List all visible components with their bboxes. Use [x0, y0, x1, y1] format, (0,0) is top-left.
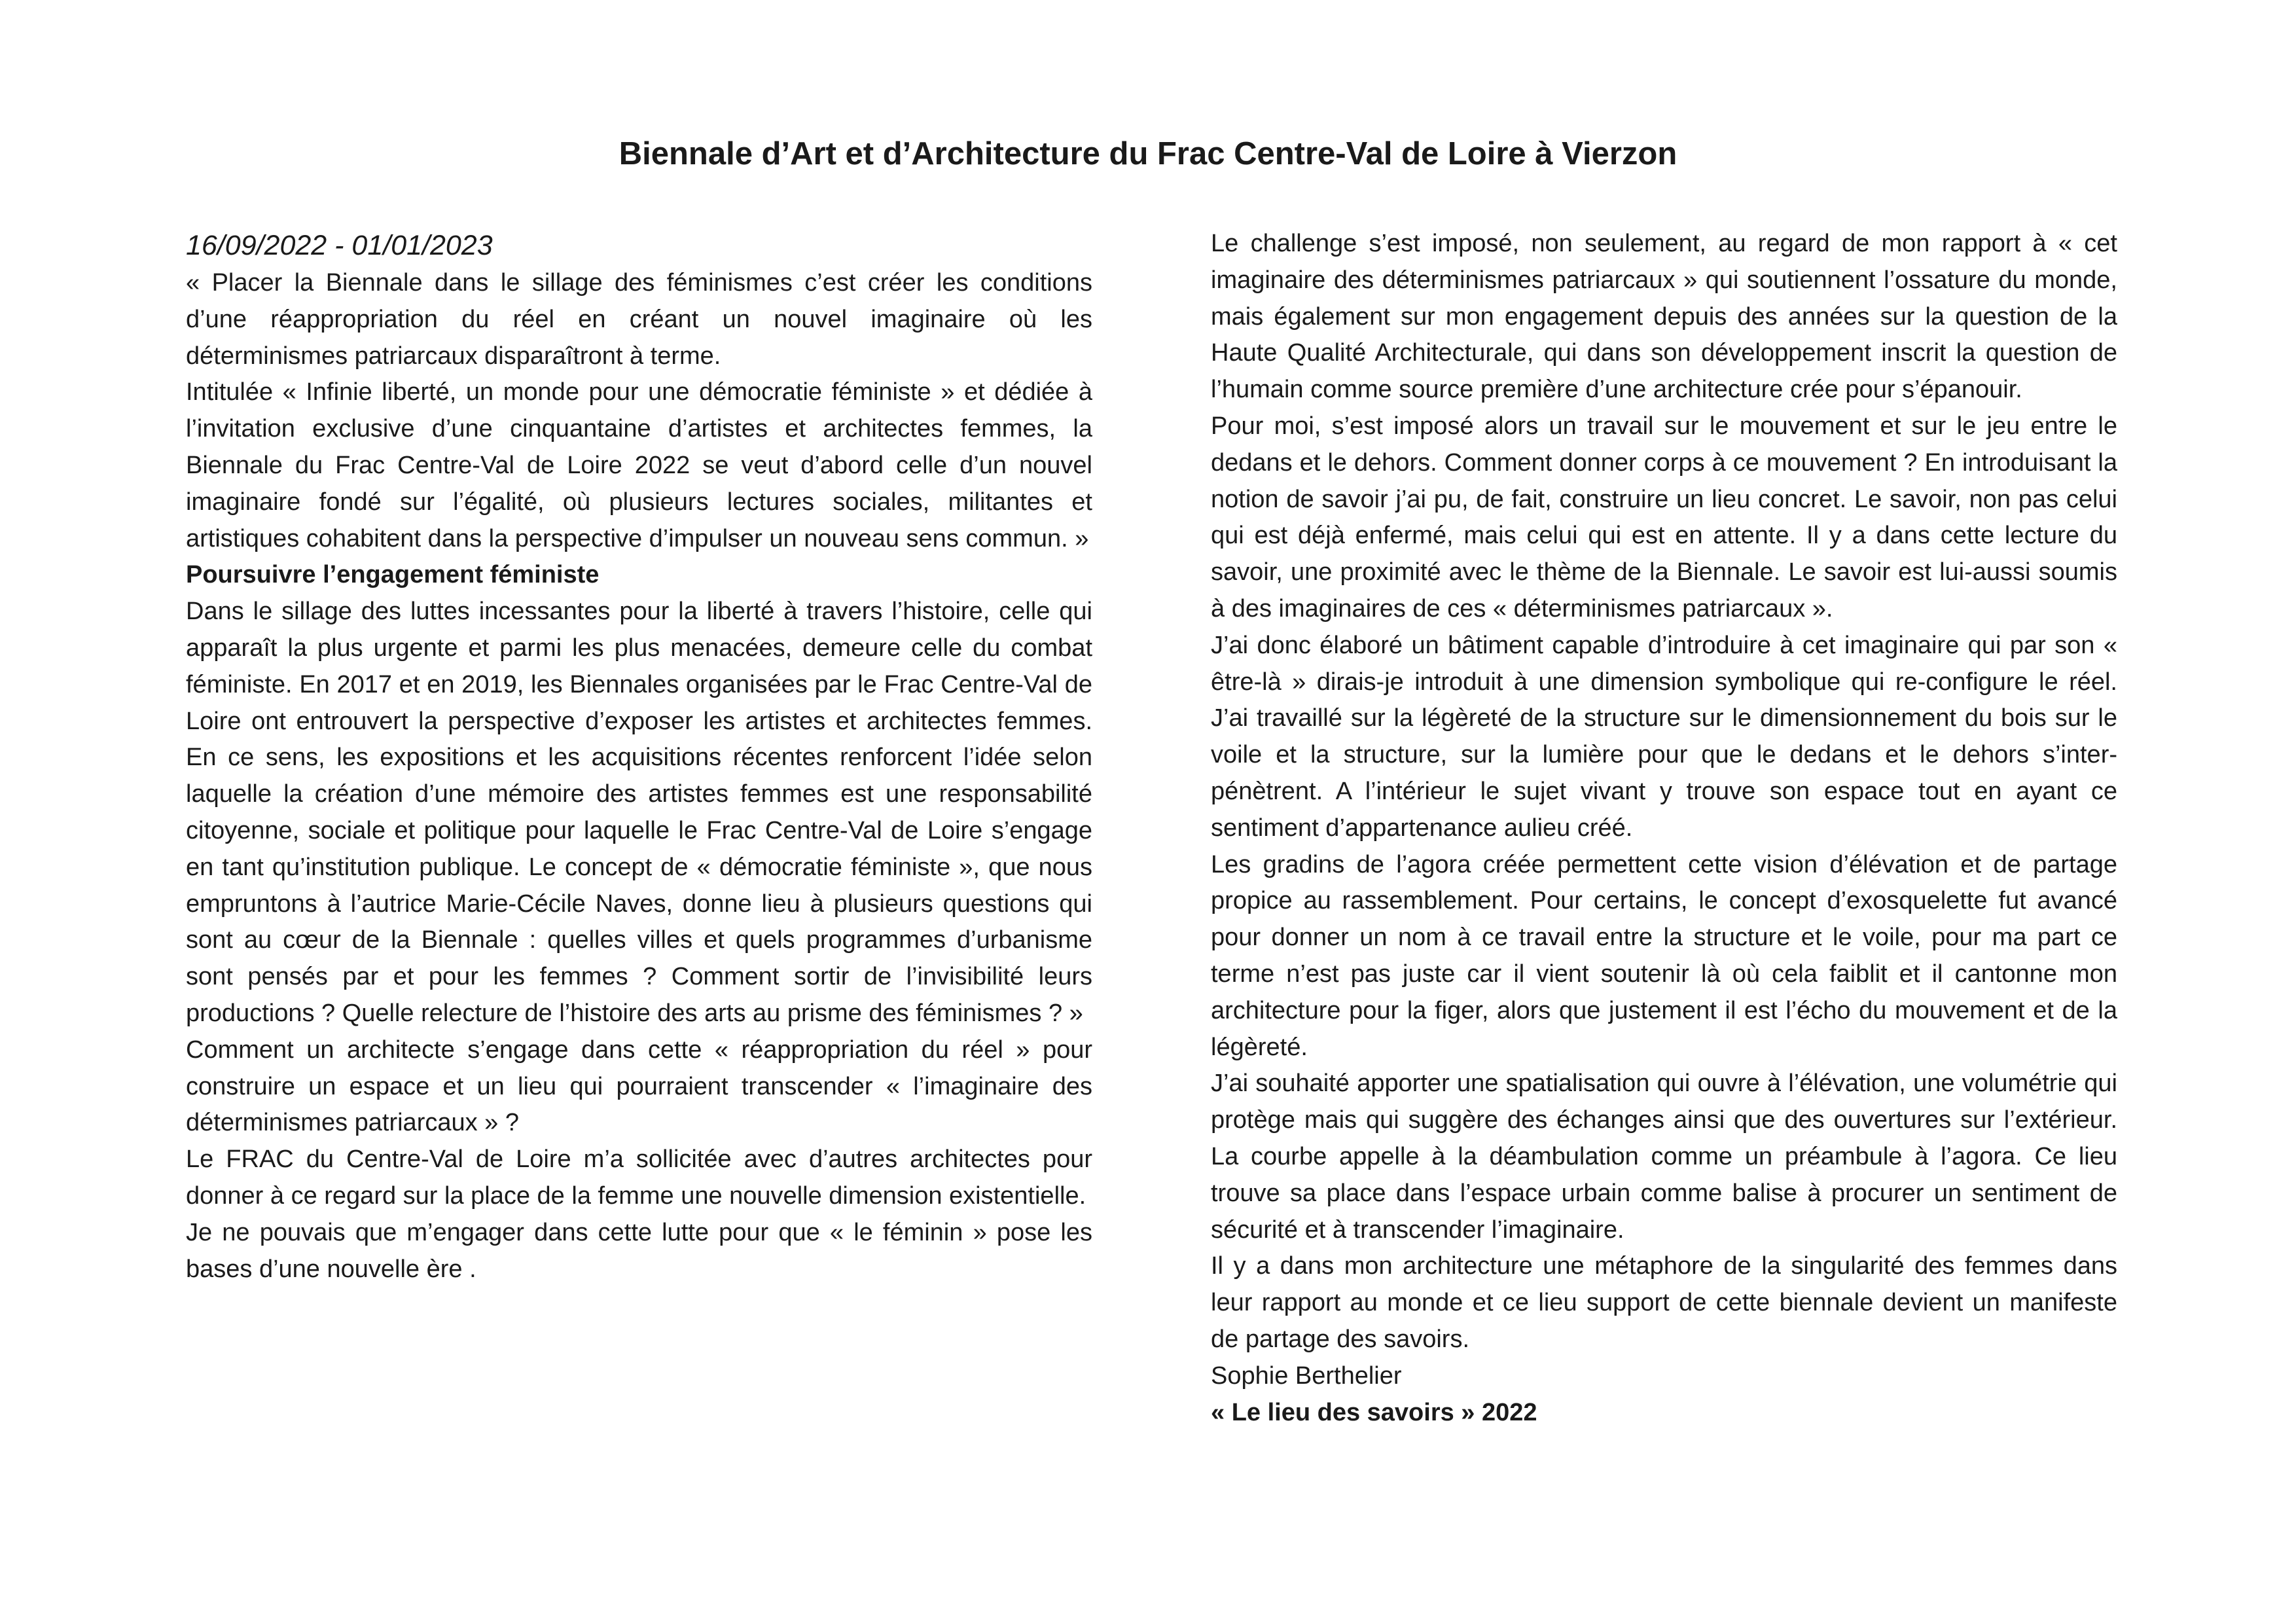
- left-column: [186, 226, 1092, 1288]
- building-paragraph: J’ai donc élaboré un bâtiment capable d’introduire à cet imaginaire qui par son « être-là » dirais-je introduit à une dimension symbolique qui re-configure le réel. J’ai travaillé sur la légèreté de la structure sur le dimensionnement du bois sur le voile et la structure, sur la lumière pour que le dedans et le dehors s’inter-pénètrent. A l’intérieur le sujet vivant y trouve son espace tout en ayant ce sentiment d’appartenance aulieu créé.: [1211, 631, 2117, 842]
- engagement-paragraph: Je ne pouvais que m’engager dans cette lutte pour que « le féminin » pose les bases d’une nouvelle ère .: [186, 1218, 1092, 1283]
- author-name: Sophie Berthelier: [1211, 1362, 1402, 1390]
- metaphor-paragraph: Il y a dans mon architecture une métaphore de la singularité des femmes dans leur rapport au monde et ce lieu support de cette biennale devient un manifeste de partage des savoirs.: [1211, 1252, 2117, 1353]
- section-heading: Poursuivre l’engagement féministe: [186, 561, 600, 589]
- biennale-description-paragraph: Intitulée « Infinie liberté, un monde pour une démocratie féministe » et dédiée à l’invitation exclusive d’une cinquantaine d’artistes et architectes femmes, la Biennale du Frac Centre-Val de Loire 2022 se veut d’abord celle d’un nouvel imaginaire fondé sur l’égalité, où plusieurs lectures sociales, militantes et artistiques cohabitent dans la perspective d’impulser un nouveau sens commun. »: [186, 378, 1092, 552]
- agora-paragraph: Les gradins de l’agora créée permettent cette vision d’élévation et de partage propice au rassemblement. Pour certains, le concept d’exosquelette fut avancé pour donner un nom à ce travail entre la structure et le voile, pour ma part ce terme n’est pas juste car il vient soutenir là où cela faiblit et il cantonne mon architecture pour la figer, alors que justement il est l’écho du mouvement et de la légèreté.: [1211, 850, 2117, 1061]
- spatialisation-paragraph: J’ai souhaité apporter une spatialisation qui ouvre à l’élévation, une volumétrie qui protège mais qui suggère des échanges ainsi que des ouvertures sur l’extérieur. La courbe appelle à la déambulation comme un préambule à l’agora. Ce lieu trouve sa place dans l’espace urbain comme balise à procurer un sentiment de sécurité et à transcender l’imaginaire.: [1211, 1070, 2117, 1244]
- page-title: Biennale d’Art et d’Architecture du Frac Centre-Val de Loire à Vierzon: [619, 135, 1677, 171]
- intro-quote-paragraph: « Placer la Biennale dans le sillage des féminismes c’est créer les conditions d’une réappropriation du réel en créant un nouvel imaginaire où les déterminismes patriarcaux disparaîtront à terme.: [186, 269, 1092, 370]
- date-range: 16/09/2022 - 01/01/2023: [186, 230, 493, 261]
- architect-question-paragraph: Comment un architecte s’engage dans cette « réappropriation du réel » pour construire un espace et un lieu qui pourraient transcender « l’imaginaire des déterminismes patriarcaux » ?: [186, 1036, 1092, 1137]
- right-column: [1211, 226, 2117, 1431]
- work-title: « Le lieu des savoirs » 2022: [1211, 1398, 1537, 1426]
- feminist-commitment-paragraph: Dans le sillage des luttes incessantes pour la liberté à travers l’histoire, celle qui apparaît la plus urgente et parmi les plus menacées, demeure celle du combat féministe. En 2017 et en 2019, les Biennales organisées par le Frac Centre-Val de Loire ont entrouvert la perspective d’exposer les artistes et architectes femmes. En ce sens, les expositions et les acquisitions récentes renforcent l’idée selon laquelle la création d’une mémoire des artistes femmes est une responsabilité citoyenne, sociale et politique pour laquelle le Frac Centre-Val de Loire s’engage en tant qu’institution publique. Le concept de « démocratie féministe », que nous empruntons à l’autrice Marie-Cécile Naves, donne lieu à plusieurs questions qui sont au cœur de la Biennale : quelles villes et quels programmes d’urbanisme sont pensés par et pour les femmes ? Comment sortir de l’invisibilité leurs productions ? Quelle relecture de l’histoire des arts au prisme des féminismes ? »: [186, 598, 1092, 1027]
- frac-invitation-paragraph: Le FRAC du Centre-Val de Loire m’a sollicitée avec d’autres architectes pour donner à ce regard sur la place de la femme une nouvelle dimension existentielle.: [186, 1146, 1092, 1210]
- movement-paragraph: Pour moi, s’est imposé alors un travail sur le mouvement et sur le jeu entre le dedans et le dehors. Comment donner corps à ce mouvement ? En introduisant la notion de savoir j’ai pu, de fait, construire un lieu concret. Le savoir, non pas celui qui est déjà enfermé, mais celui qui est en attente. Il y a dans cette lecture du savoir, une proximité avec le thème de la Biennale. Le savoir est lui-aussi soumis à des imaginaires de ces « déterminismes patriarcaux ».: [1211, 412, 2117, 623]
- challenge-paragraph: Le challenge s’est imposé, non seulement, au regard de mon rapport à « cet imaginaire des déterminismes patriarcaux » qui soutiennent l’ossature du monde, mais également sur mon engagement depuis des années sur la question de la Haute Qualité Architecturale, qui dans son développement inscrit la question de l’humain comme source première d’une architecture crée pour s’épanouir.: [1211, 230, 2117, 404]
